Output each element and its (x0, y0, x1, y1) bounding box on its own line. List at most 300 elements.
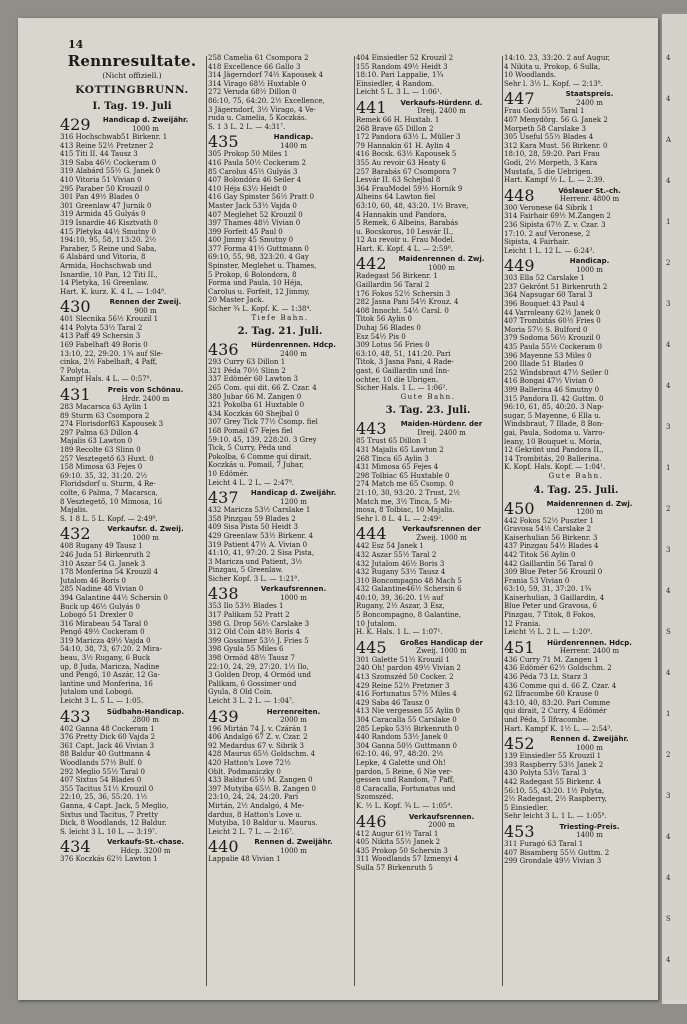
adjacent-page-fragment: 2 (666, 259, 671, 267)
column-4 (504, 54, 648, 994)
result-line: Leicht 1 L. 12 L. — 6:24³. (504, 246, 595, 255)
result-line: Remek 66 H. Huxtab. 1 (356, 115, 440, 124)
result-line: 416 Bocsk. 63½ Kapousek 5 (356, 150, 457, 159)
result-line: 300 Veronese 64 Sibrik 1 (504, 203, 594, 212)
result-line: 298 Tolbiac 65 Huxtable 0 (356, 471, 450, 480)
column-rule (206, 56, 207, 986)
result-line: 178 Monferina 54 Krouzil 4 (60, 568, 158, 577)
result-line: Godi, 2½ Morpeth, 3 Kara (504, 158, 598, 167)
race-title (87, 525, 204, 542)
result-line: 14 Trombitás, 20 Ballerina. (504, 454, 602, 463)
result-line: 409 Sisa Pista 50 Heidt 3 (208, 523, 298, 532)
race-distance: Hrdr. 2400 m (121, 394, 170, 403)
race-name: Rennen d. Zweijähr. (550, 735, 629, 744)
race-day-heading: 3. Tag. 23. Juli. (385, 405, 471, 417)
result-line: 63:10, 48, 51, 141:20. Pari (356, 349, 451, 358)
result-line: 399 Ballerina 46 Smutny 0 (504, 386, 600, 394)
result-line: 257 Vesztegető 63 Huxt. 0 (60, 454, 154, 463)
race-day-heading: I. Tag. 19. Juli (92, 101, 172, 112)
result-line: 22:10, 25, 36, 55:20. 1½ (60, 793, 148, 802)
result-line: Dick, 8 Woodlands, 12 Baldur. (60, 819, 167, 828)
result-line: 5 Prokop, 6 Bolondora, 8 (208, 270, 297, 279)
masthead-title: Rennresultate. (67, 54, 197, 70)
adjacent-page-fragment: 4 (666, 95, 671, 103)
race-number: 436 (208, 340, 239, 360)
race-title (235, 133, 352, 150)
result-line: 304 Ganna 50½ Guttmann 0 (356, 741, 457, 750)
result-line: 416 Fortunatus 57½ Miles 4 (356, 690, 457, 699)
result-line: 413 Reine 52½ Pretzner 2 (60, 141, 154, 150)
result-line: 442 Gaillardin 56 Taral 0 (504, 559, 593, 568)
result-line: Woodlands 57½ Bulf. 0 (60, 759, 142, 767)
result-line: 258 Camelia 61 Csompora 2 (208, 54, 309, 62)
result-line: 268 Tinca 65 Aylin 3 (356, 454, 429, 463)
adjacent-page-fragment: 4 (666, 874, 671, 882)
result-line: Morpeth 58 Carslake 3 (504, 124, 586, 133)
result-line: 155 Random 49½ Heidt 3 (356, 62, 448, 71)
result-line: 169 Fabelhaft 49 Boris 0 (60, 341, 148, 350)
result-line: gast, 6 Gaillardin und Inn- (356, 367, 450, 375)
adjacent-page-fragment: S (666, 628, 671, 636)
column-1 (60, 54, 204, 994)
result-line: Kaiserhulian 56 Birkenr. 3 (504, 533, 598, 542)
result-line: 412 Augur 61½ Taral 1 (356, 829, 439, 838)
race-name: Südbahn-Handicap. (106, 707, 185, 716)
race-distance: 1200 m (280, 497, 307, 506)
result-line: 393 Raspberry 53½ Janek 2 (504, 760, 604, 769)
race-heading (504, 823, 648, 840)
result-line: 442 Esz 54 Janek 1 (356, 542, 424, 551)
result-line: Esz 54½ Pis 0 (356, 332, 406, 341)
result-line: Gravosa 54½ Carslake 2 (504, 525, 592, 534)
column-3 (356, 54, 500, 994)
adjacent-page-fragment: S (666, 915, 671, 923)
result-line: 406 Andalgó 67 Z. v. Czar. 2 (208, 733, 308, 742)
result-line: leany, 10 Bouquet u. Moria, (504, 437, 603, 446)
result-line: 293 Curry 63 Dillon 1 (208, 358, 286, 367)
result-line: 274 Florisdorf63 Kapousek 3 (60, 420, 164, 429)
result-line: 63:10, 59, 31, 37:20. 1¾ (504, 585, 592, 594)
result-line: und Pengő, 10 Aszár, 12 Ga- (60, 671, 160, 680)
result-line: Pinzgau, 7 Titok, 8 Fokos, (504, 611, 596, 620)
result-line: 364 FrauModel 59½ Hornik 9 (356, 184, 463, 193)
race-title (87, 116, 204, 133)
result-line: 418 Excellence 66 Gallo 3 (208, 62, 301, 71)
result-line: 5 Boncompagno, 8 Galantine, (356, 611, 461, 620)
race-distance: Zweij. 1000 m (416, 647, 467, 656)
result-line: Mirtán, 2½ Andalgó, 4 Me- (208, 801, 305, 810)
race-heading (504, 187, 648, 204)
result-line: 436 Edömér 62½ Goldschm. 2 (504, 664, 612, 673)
result-line: 252 Windsbraut 47½ Seiler 0 (504, 368, 609, 377)
result-line: Kampf Hals. 4 L. — 0:57⁸. (60, 375, 152, 384)
result-line: Radegast 56 Birkenr. 1 (356, 272, 438, 281)
result-line: 305 Prokop 50 Miles 1 (208, 150, 289, 159)
race-title (531, 90, 648, 107)
result-line: Albeins 64 Lawton fiel (356, 193, 436, 202)
adjacent-page-fragment: 4 (666, 382, 671, 390)
result-line: Mutyiba, 10 Baldur u. Maurus. (208, 819, 318, 828)
result-line: 311 Woodlands 57 Izmenyi 4 (356, 855, 459, 864)
result-line: 399 Forfeit 45 Paul 0 (208, 227, 283, 236)
adjacent-page-fragment: 4 (666, 669, 671, 677)
result-line: 337 Edömér 60 Lawton 3 (208, 375, 298, 384)
column-2 (208, 54, 352, 994)
race-heading (504, 90, 648, 107)
result-line: Jutalom und Lobogó. (60, 688, 134, 697)
race-distance: 1400 m (576, 831, 603, 840)
result-line: 397 Mutyiba 65½ B. Zangen 0 (208, 784, 317, 793)
result-line: 407 Bolondóra 46 Seiler 4 (208, 176, 302, 185)
result-line: 6 Alabárd und Vitoria, 8 (60, 253, 146, 262)
result-line: 380 Jubar 66 M. Zangen 0 (208, 392, 302, 401)
result-line: 292 Meglio 55½ Taral 0 (60, 767, 145, 776)
result-line: 319 Maricza 49½ Vajda 0 (60, 636, 151, 645)
result-line: Sipista, 4 Fairhair. (504, 238, 570, 247)
result-line: 364 Napsugar 60 Taral 3 (504, 291, 593, 300)
result-line: 41:10, 41, 97:20. 2 Sisa Pista, (208, 549, 315, 558)
adjacent-page-fragment: 3 (666, 792, 671, 800)
result-line: Leicht 2 L. 7 L. — 2:16⁷. (208, 827, 295, 836)
result-line: 408 Innocht. 54½ Carsl. 0 (356, 306, 449, 315)
race-heading (60, 298, 204, 315)
result-line: 10 Edömér. (208, 469, 249, 478)
result-line: 309 Blue Peter 56 Krouzil 0 (504, 568, 603, 577)
race-name: Rennen der Zweij. (109, 298, 182, 307)
result-line: S. leicht 3 L. 10 L. — 3:19⁷. (60, 827, 158, 836)
race-number: 431 (60, 385, 91, 405)
adjacent-page-fragment: 2 (666, 751, 671, 759)
masthead-subtitle: (Nicht offiziell.) (102, 71, 162, 80)
result-line: 272 Veruda 68½ Dillon 0 (208, 88, 297, 97)
result-line: 405 Nikita 55½ Janek 2 (356, 838, 441, 847)
race-number: 440 (208, 837, 239, 857)
result-line: 312 Kara Must. 56 Birkenr. 0 (504, 141, 608, 150)
result-line: 86:10, 75, 64:20. 2½ Excellence, (208, 96, 325, 105)
result-line: Frau Godi 55½ Taral 1 (504, 107, 585, 116)
race-number: 447 (504, 89, 535, 109)
result-line: 416 Gay Spinster 56½ Pratt 0 (208, 193, 315, 202)
adjacent-page-fragment: 1 (666, 218, 671, 226)
result-line: 432 Aszar 55½ Taral 2 (356, 550, 437, 559)
race-number: 449 (504, 256, 535, 276)
race-name: Herrenreiten. (266, 707, 321, 716)
race-title (383, 255, 500, 272)
result-line: K. ½ L. Kopf. ¾ L. — 1:05⁴. (356, 801, 453, 810)
result-line: Floridsdorf u. Sturm, 4 Re- (60, 480, 156, 489)
result-line: 62 Ilfracombe 60 Krause 0 (504, 690, 599, 699)
result-line: 2½ Radegast, 2½ Raspberry, (504, 795, 607, 804)
result-line: 413 Szomszéd 50 Cocker. 2 (356, 673, 454, 682)
result-line: 314 Virago 68½ Huxtable 0 (208, 79, 307, 88)
result-line: 355 Tacitus 51½ Krouzil 0 (60, 784, 154, 793)
track-condition: Gute Bahn. (548, 471, 604, 480)
result-line: Spinster, Meglehet u. Thames, (208, 262, 317, 271)
result-line: 257 Barabás 67 Csompora 7 (356, 167, 457, 176)
result-line: 3 Golden Drop, 4 Ormód und (208, 671, 312, 680)
race-distance: 2400 m (576, 98, 603, 107)
race-name: Handicap d. Zweijähr. (250, 489, 337, 498)
result-line: u. Bocskoros, 10 Lesvár II., (356, 227, 454, 236)
race-distance: 1000 m (576, 743, 603, 752)
result-line: Forma und Paula, 10 Héja, (208, 279, 303, 288)
result-line: 194:10, 95, 58, 113:20. 2½ (60, 236, 157, 245)
race-number: 430 (60, 297, 91, 317)
result-line: 305 Useful 55½ Blades 4 (504, 133, 594, 142)
result-line: Palikam, 6 Gossimer und (208, 679, 297, 688)
result-line: 5 Remek, 6 Albeins, Barabás (356, 219, 459, 228)
adjacent-page-fragment: 4 (666, 587, 671, 595)
result-line: 69:10, 55, 98, 323:20. 4 Gay (208, 253, 309, 262)
race-heading (504, 257, 648, 274)
result-line: Buck up 46½ Gulyás 0 (60, 602, 140, 611)
race-distance: Herrenr. 4800 m (559, 195, 620, 204)
result-line: Blue Peter und Gravosa, 6 (504, 602, 597, 611)
result-line: 401 Slecnika 56½ Krouzil 1 (60, 315, 159, 324)
race-title (235, 708, 352, 725)
result-line: 432 Rugany 53½ Tausz 4 (356, 568, 446, 577)
result-line: 435 Prokop 50 Schersin 3 (356, 846, 448, 855)
race-title (235, 585, 352, 602)
result-line: 4 Nikita u. Prokop, 6 Sulla, (504, 62, 601, 71)
result-line: 21:10, 30, 93:20. 2 Trust, 2½ (356, 488, 460, 497)
race-title (531, 823, 648, 840)
race-number: 452 (504, 734, 535, 754)
race-name: Verkaufsrennen. (260, 585, 327, 594)
race-heading (356, 255, 500, 272)
race-heading (208, 133, 352, 150)
result-line: 407 Menydörg. 56 G. Janek 2 (504, 115, 608, 124)
result-line: gai, Paula, Sodoma u. Varro- (504, 428, 605, 437)
result-line: 309 Lotus 56 Fries 0 (356, 341, 430, 350)
result-line: Lappalie 48 Vivian 1 (208, 855, 281, 864)
race-heading (60, 116, 204, 133)
result-line: ochter, 10 die Übrigen. (356, 375, 439, 384)
result-line: 4 Hannakin und Pandora, (356, 210, 447, 219)
result-line: 407 Trombitás 60½ Fries 0 (504, 317, 601, 326)
race-number: 453 (504, 821, 535, 841)
race-name: Handicap. (569, 257, 610, 266)
race-heading (60, 838, 204, 855)
result-line: Sixtus und Tacitus, 7 Pretty (60, 810, 159, 819)
result-line: 432 Jutalom 46½ Boris 3 (356, 559, 445, 568)
result-line: 265 Com. qui dit. 66 Z. Czar. 4 (208, 384, 317, 392)
race-title (531, 257, 648, 274)
race-name: Vöslauer St.-ch. (558, 186, 621, 195)
result-line: 17:10. 2 auf Veronese, 2 (504, 229, 591, 238)
result-line: 408 Rugany 49 Tausz 1 (60, 542, 143, 551)
result-line: 315 Pandora II. 42 Guttm. 0 (504, 394, 604, 403)
result-line: 398 Gyula 55 Miles 6 (208, 645, 284, 654)
result-line: 410 Vitoria 51 Vivian 0 (60, 175, 142, 184)
result-line: 431 Mimosa 65 Fejes 4 (356, 463, 439, 472)
result-line: Leicht 3 L. 2 L. — 1:04⁷. (208, 697, 295, 705)
result-line: Lepke, 4 Galette und Oh! (356, 758, 446, 767)
adjacent-page-fragment: 1 (666, 710, 671, 718)
page-number: 14 (68, 38, 84, 51)
result-line: Frania 53 Vivian 0 (504, 576, 570, 585)
result-line: pardon, 5 Reine, 6 Nie ver- (356, 767, 453, 776)
race-name: Maidenrennen d. Zwj. (546, 499, 633, 508)
result-line: qui dirait, 2 Curry, 4 Edömér (504, 707, 607, 716)
result-line: 413 Nie vergessen 55 Aylin 0 (356, 707, 460, 716)
race-day-heading: 4. Tag. 25. Juli. (533, 484, 619, 496)
race-heading (356, 99, 500, 116)
result-line: 314 Jägerndorf 74½ Kapousek 4 (208, 71, 324, 80)
race-number: 434 (60, 837, 91, 857)
result-line: Carolus u. Forfeit, 12 Jimmy, (208, 287, 310, 296)
result-line: 420 Hatton's Love 72½ (208, 758, 291, 767)
result-line: 240 Oh! pardon 49½ Vivian 2 (356, 664, 461, 673)
race-heading (60, 708, 204, 725)
race-title (235, 341, 352, 358)
adjacent-page-fragment: 4 (666, 177, 671, 185)
race-title (87, 298, 204, 315)
result-line: lantine und Monferina, 16 (60, 679, 153, 688)
race-title (531, 639, 648, 656)
result-line: 92 Medardus 67 v. Sibrik 3 (208, 741, 304, 750)
result-line: 12 Gekrönt und Pandora II., (504, 446, 604, 455)
result-line: 237 Gekrönt 51 Birkenruth 2 (504, 282, 608, 291)
result-line: 321 Pokolba 61 Huxtable 0 (208, 401, 305, 410)
result-line: 18:10, 28, 59:20. Pari Frau (504, 150, 600, 159)
result-line: Ganna, 4 Capt. Jack, 5 Meglio, (60, 801, 169, 810)
result-line: 415 Titi II. 44 Tausz 3 (60, 150, 138, 159)
result-line: Sehr leicht 3 L. 1 L. — 1:05⁸. (504, 812, 607, 821)
result-line: 432 Maricza 53½ Carslake 1 (208, 506, 311, 515)
result-line: 304 Caracalla 55 Carslake 0 (356, 716, 457, 724)
race-heading (504, 500, 648, 517)
result-line: 89 Sturm 63 Csompora 2 (60, 411, 150, 420)
result-line: 301 Greenlaw 47 Jurnik 0 (60, 201, 152, 210)
result-line: Armida, Hochschwab und (60, 261, 152, 270)
result-line: Leicht 5 L. 3 L. — 1:06¹. (356, 88, 443, 97)
result-line: 56:10, 55, 43:20. 1½ Polyta, (504, 786, 605, 795)
result-line: Sehr l. 3½ L. Kopf. — 2:13⁸. (504, 79, 603, 88)
result-line: 10 Woodlands. (504, 71, 556, 80)
result-line: 44 Varroleany 62½ Janek 0 (504, 308, 601, 317)
race-title (383, 420, 500, 437)
result-line: Lesvár II. 63 Schejbal 8 (356, 176, 441, 185)
race-distance: 2000 m (280, 716, 307, 725)
result-line: 63:10, 60, 48, 43:20. 1½ Brave, (356, 201, 469, 210)
race-name: Großes Handicap der (400, 638, 483, 647)
result-line: 299 Grondale 49½ Vivian 3 (504, 857, 602, 866)
race-name: Triesting-Preis. (559, 822, 620, 831)
race-title (87, 708, 204, 725)
result-line: 5 Einsiedler. (504, 803, 549, 812)
result-line: 13:10, 22, 29:20. 1¾ auf Sle- (60, 349, 164, 358)
race-name: Verkaufsrennen der (402, 525, 481, 534)
race-heading (208, 585, 352, 602)
result-line: 440 Random 53½ Janek 0 (356, 733, 448, 742)
result-line: Isnardie, 10 Pan, 12 Titi II., (60, 270, 158, 279)
result-line: 410 Héja 63½ Heidt 0 (208, 184, 287, 193)
race-distance: 2800 m (132, 716, 159, 725)
race-name: Preis von Schönau. (107, 386, 184, 395)
result-line: 442 Titok 56 Aylin 0 (504, 550, 576, 559)
result-line: 172 Pandora 63½ L. Müller 3 (356, 133, 461, 142)
result-line: 436 Curry 71 M. Zangen 1 (504, 655, 599, 664)
track-condition: Tiefe Bahn. (251, 313, 309, 322)
result-line: 416 Bongai 47½ Vivian 0 (504, 377, 594, 386)
race-number: 450 (504, 498, 535, 518)
result-line: Gyula, 8 Old Coin. (208, 688, 273, 697)
adjacent-page-fragment: 2 (666, 505, 671, 513)
result-line: 319 Saba 46½ Cockeram 0 (60, 158, 157, 167)
result-line: 398 G. Drop 56½ Carslake 3 (208, 619, 310, 628)
race-name: Staatspreis. (565, 90, 614, 99)
race-name: Verkaufs-Hürdenr. d. (400, 98, 483, 107)
adjacent-page-fragment: 1 (666, 464, 671, 472)
race-name: Maiden-Hürdenr. der (400, 420, 483, 429)
result-line: 402 Ganna 48 Cockeram 1 (60, 724, 155, 733)
race-title (383, 639, 500, 656)
race-title (531, 735, 648, 752)
result-line: S. 1 8 L. 5 L. Kopf. — 2:49⁸. (60, 514, 158, 523)
result-line: 434 Koczkás 60 Shejbal 0 (208, 409, 300, 418)
result-line: Sicher ¾ L. Kopf. K. — 1:38⁴. (208, 305, 312, 314)
result-line: 407 Sixtus 54 Blades 0 (60, 776, 142, 785)
result-line: Mustafa, 5 die Uebrigen. (504, 167, 593, 176)
result-line: Sehr l. 8 L. 4 L. — 2:49². (356, 514, 444, 523)
race-title (87, 838, 204, 855)
result-line: Hart. Kampf K. 1½ L. — 2:54³. (504, 724, 613, 733)
track-condition: Gute Bahn. (400, 392, 456, 401)
result-line: 379 Sodoma 56½ Krouzil 0 (504, 334, 601, 343)
result-line: 282 Jasna Pani 54½ Krouz. 4 (356, 298, 459, 307)
column-rule (354, 56, 355, 986)
result-line: 416 Paula 50½ Cockeram 2 (208, 158, 306, 167)
result-line: 396 Mayenne 53 Miles 0 (504, 351, 592, 360)
race-number: 448 (504, 185, 535, 205)
race-heading (60, 386, 204, 403)
race-heading (356, 525, 500, 542)
result-line: 319 Patient 47½ A. Vivian 0 (208, 540, 308, 549)
result-line: Pengő 49½ Cockeram 0 (60, 628, 145, 637)
result-line: 8 Vesztegető, 10 Mimosa, 16 (60, 497, 163, 506)
result-line: 414 Polyta 53½ Taral 2 (60, 323, 143, 332)
result-line: Koczkás u. Pomail, 7 Jubar, (208, 461, 304, 470)
result-line: Hart. K. kurz. K. 4 L. — 1:04⁸. (60, 287, 167, 296)
race-heading (208, 838, 352, 855)
race-heading (208, 341, 352, 358)
column-rule (502, 56, 503, 986)
result-line: 285 Lepko 53½ Birkenruth 0 (356, 724, 459, 733)
result-line: 400 Jimmy 45 Smutny 0 (208, 236, 294, 245)
result-line: 168 Pomail 67 Fejes fiel (208, 426, 293, 435)
result-line: 396 Bouquet 43 Paul 4 (504, 300, 585, 309)
result-line: 295 Paraber 50 Krouzil 0 (60, 184, 150, 193)
result-line: 85 Carolus 45½ Gulyás 3 (208, 167, 298, 176)
result-line: 3 Jägerndorf, 3½ Virago, 4 Ve- (208, 105, 316, 114)
result-line: 436 Comme qui d. 66 Z. Czar. 4 (504, 681, 617, 690)
result-line: Paraber, 5 Reine und Saba, (60, 244, 157, 253)
result-line: 301 Pan 49½ Blades 0 (60, 193, 140, 202)
result-line: Leicht 3 L. 5 L. — 1:05. (60, 697, 144, 706)
result-line: Oblt. Podmaniczky 0 (208, 767, 281, 776)
race-title (87, 386, 204, 403)
result-line: 301 Galette 51½ Krouzil 1 (356, 655, 450, 664)
result-line: Titok, 3 Jasna Pani, 4 Rade- (356, 358, 454, 367)
result-line: gessen und Random, 7 Paff, (356, 776, 455, 785)
result-line: 394 Galantine 44½ Schersin 0 (60, 593, 168, 602)
race-heading (356, 639, 500, 656)
result-line: ruda u. Camelia, 5 Koczkás. (208, 114, 307, 123)
result-line: 312 Old Coin 48½ Boris 4 (208, 628, 300, 637)
race-distance: 1400 m (280, 141, 307, 150)
result-line: Jutalom 46 Boris 0 (60, 576, 126, 585)
